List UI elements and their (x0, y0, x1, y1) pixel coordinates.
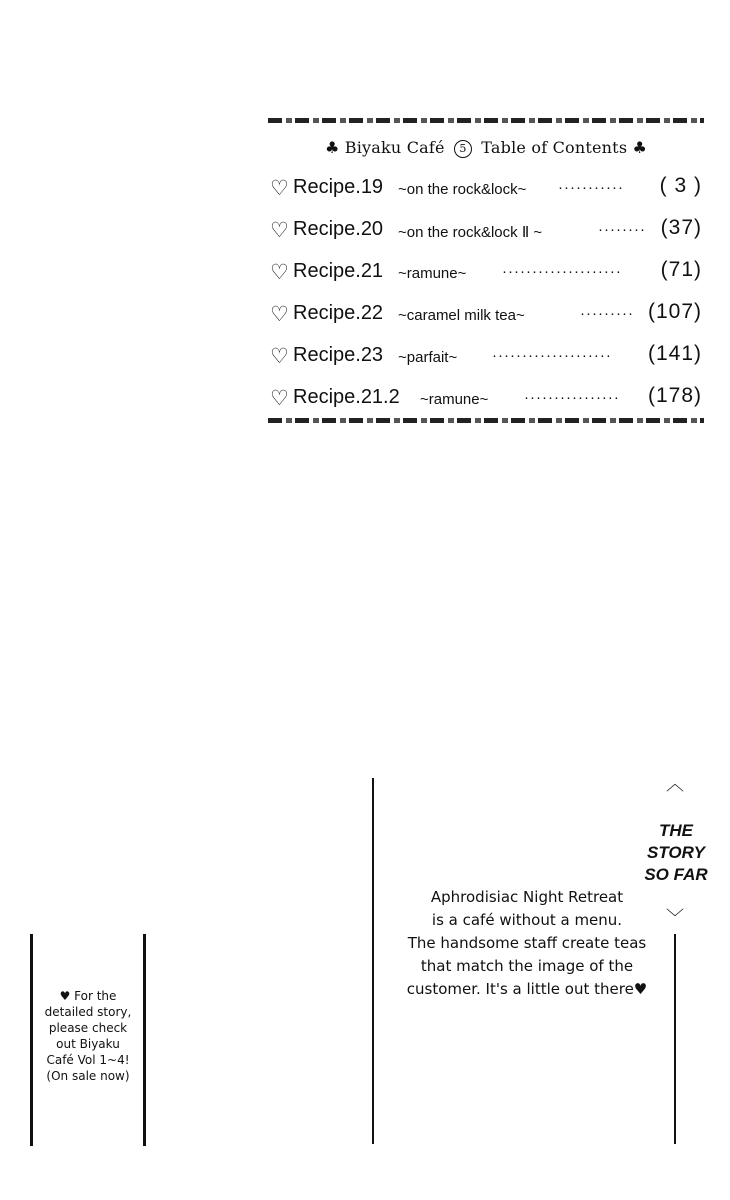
note-line: (On sale now) (46, 1069, 130, 1083)
leader-dots: ················ (524, 389, 620, 406)
page-number: (141) (647, 342, 702, 365)
heart-icon: ♡ (270, 261, 289, 284)
toc-entry[interactable] (270, 216, 702, 246)
story-title-line: SO FAR (644, 865, 708, 884)
toc-top-rule (268, 118, 704, 123)
note-line: out Biyaku (56, 1037, 120, 1051)
page-number: (107) (647, 300, 702, 323)
toc-title-right: Table of Contents ♣ (481, 138, 648, 157)
toc-entry[interactable] (270, 384, 702, 414)
recipe-number: Recipe.23 (293, 344, 384, 366)
toc-title-left: ♣ Biyaku Café (324, 138, 445, 157)
toc-entry[interactable] (270, 342, 702, 372)
story-summary (392, 886, 662, 1001)
series-note (38, 988, 138, 1084)
story-title-line: STORY (647, 843, 705, 862)
toc-entry[interactable] (270, 174, 702, 204)
note-right-border (143, 934, 146, 1146)
note-left-border (30, 934, 33, 1146)
heart-icon: ♡ (270, 387, 289, 410)
leader-dots: ···················· (502, 263, 622, 280)
toc-entry[interactable] (270, 258, 702, 288)
note-line: detailed story, (44, 1005, 132, 1019)
recipe-number: Recipe.22 (293, 302, 384, 324)
leader-dots: ··········· (558, 179, 624, 196)
chevron-up-icon: ︿ (666, 774, 684, 795)
story-line: Aphrodisiac Night Retreat (430, 888, 624, 906)
page-number: (37) (660, 216, 702, 239)
story-line: that match the image of the (420, 957, 634, 975)
recipe-number: Recipe.19 (293, 176, 384, 198)
recipe-subtitle: ~parfait~ (398, 349, 458, 366)
story-line: customer. It's a little out there♥ (406, 980, 648, 998)
story-line: The handsome staff create teas (407, 934, 647, 952)
toc-title (268, 138, 704, 158)
recipe-subtitle: ~ramune~ (420, 391, 489, 408)
heart-icon: ♡ (270, 219, 289, 242)
volume-number-badge: 5 (454, 140, 472, 158)
recipe-subtitle: ~on the rock&lock~ (398, 181, 527, 198)
leader-dots: ···················· (492, 347, 612, 364)
heart-icon: ♡ (270, 303, 289, 326)
leader-dots: ········· (580, 305, 634, 322)
recipe-number: Recipe.20 (293, 218, 384, 240)
recipe-subtitle: ~on the rock&lock Ⅱ ~ (398, 224, 543, 241)
toc-entry[interactable] (270, 300, 702, 330)
chevron-down-icon: ﹀ (666, 908, 684, 929)
story-panel-left-border (372, 778, 374, 1144)
note-line: Café Vol 1~4! (46, 1053, 130, 1067)
heart-icon: ♡ (270, 345, 289, 368)
toc-bottom-rule (268, 418, 704, 423)
table-of-contents (268, 118, 704, 428)
recipe-subtitle: ~caramel milk tea~ (398, 307, 525, 324)
story-so-far-title (636, 820, 716, 886)
recipe-number: Recipe.21 (293, 260, 384, 282)
story-panel-right-border (674, 934, 676, 1144)
heart-icon: ♡ (270, 177, 289, 200)
story-line: is a café without a menu. (431, 911, 623, 929)
recipe-number: Recipe.21.2 (293, 386, 400, 408)
story-title-line: THE (659, 821, 693, 840)
recipe-subtitle: ~ramune~ (398, 265, 467, 282)
leader-dots: ········ (598, 221, 646, 238)
page-number: ( 3 ) (659, 174, 702, 197)
page-number: (71) (660, 258, 702, 281)
note-line: ♥ For the (59, 989, 117, 1003)
note-line: please check (48, 1021, 128, 1035)
page-number: (178) (647, 384, 702, 407)
